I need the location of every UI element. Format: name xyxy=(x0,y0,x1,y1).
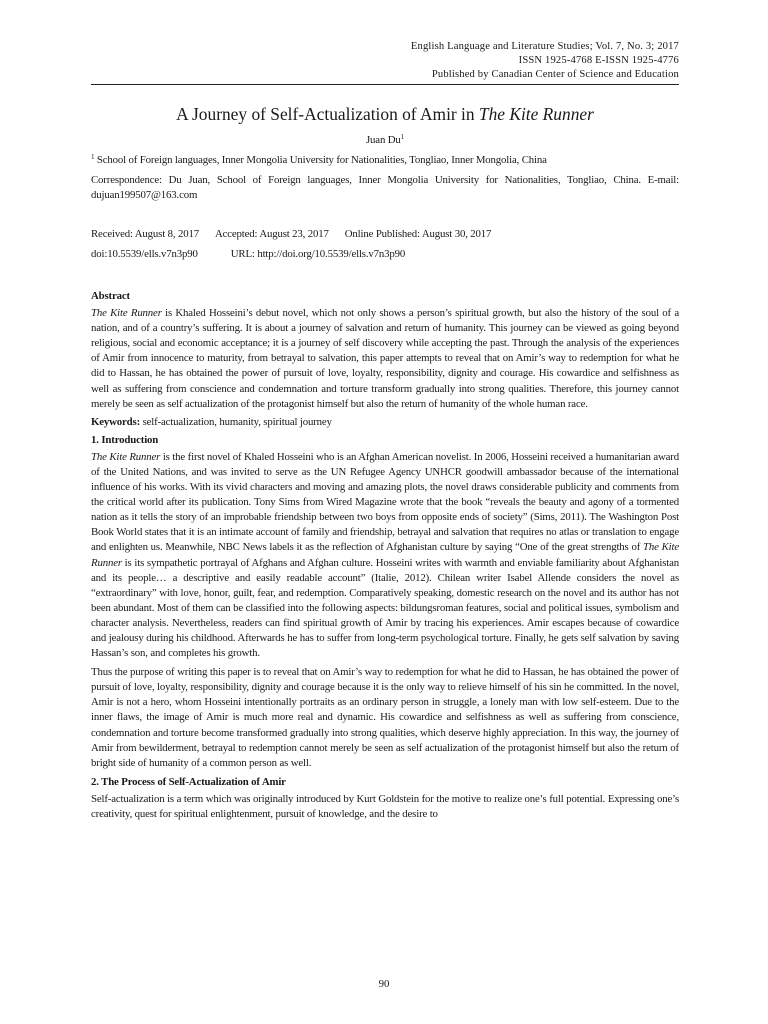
intro-text-2: is its sympathetic portrayal of Afghans and Afghan culture. Hosseini writes with warmth and enviable familiarity about Afghanistan and its people… a descriptive and easily readable account” (Italie, 2012). Chilean writer Isabel Allende considers the novel as “extraordinary” with love, honor, guilt, fear, and redemption. Comparatively speaking, domestic research on the novel and its author has not been abundant. Most of them can be classified into the following aspects: bildungsroman features, social and political issues, symbolism and character analysis. Nevertheless, readers can find spiritual growth of Amir by tracing his experiences. Amir escapes because of cowardice and jealousy during his childhood. Afterwards he has to suffer from long-term psychological torture. Finally, he gets self salvation by saving Hassan’s son, and completes his growth. xyxy=(91,556,679,660)
author-superscript: 1 xyxy=(400,133,404,142)
intro-text-1: is the first novel of Khaled Hosseini who is an Afghan American novelist. In 2006, Hosseini received a humanitarian award of the United Nations, and was invited to serve as the UN Refugee Agency UNHCR goodwill ambassador because of the international influence of his works. With its vivid characters and moving and amazing plots, the novel draws considerable publicity and comments from the critical world after its publication. Tony Sims from Wired Magazine wrote that the book “reveals the beauty and agony of a tormented nation as it tells the story of an improbable friendship between two boys from opposite ends of society” (Sims, 2011). The Washington Post Book World states that it is an intimate account of family and friendship, betrayal and salvation that requires no atlas or translation to engage and enlighten us. Meanwhile, NBC News labels it as the reflection of Afghanistan culture by saying “One of the great strengths of xyxy=(91,450,679,554)
abstract-text: is Khaled Hosseini’s debut novel, which not only shows a person’s spiritual growth, but also the history of the soul of a nation, and of a country’s suffering. It is about a journey of salvation and return of humanity. This journey can be viewed as going beyond religious, social and economic acceptance; it is a journey of self discovery while accepting the past. Through the analysis of the experiences of Amir from innocence to maturity, from betrayal to salvation, this paper attempts to reveal that on Amir’s way to redemption for what he did to Hassan, he has obtained the power of pursuit of love, loyalty, responsibility, dignity and courage. His cowardice and selfishness as well as suffering from conscience and condemnation and torture transform gradually into strong qualities. Therefore, this journey cannot merely be seen as self actualization of the protagonist himself but also the return of humanity of the whole human race. xyxy=(91,307,680,410)
abstract-italic-lead: The Kite Runner xyxy=(91,307,162,320)
keywords-label: Keywords: xyxy=(91,415,141,428)
process-paragraph-1: Self-actualization is a term which was originally introduced by Kurt Goldstein for the motive to realize one’s full potential. Expressing one’s creativity, quest for spiritual enlightenment, pursuit of knowledge, and the desire to xyxy=(91,792,679,821)
abstract-heading: Abstract xyxy=(91,289,130,302)
keywords-line xyxy=(91,415,679,430)
intro-italic-2: The Kite Runner xyxy=(91,541,679,569)
affiliation-superscript: 1 xyxy=(91,153,95,162)
accepted-date: Accepted: August 23, 2017 xyxy=(214,227,329,240)
author-name: Juan Du xyxy=(366,134,401,147)
header-rule xyxy=(91,84,679,85)
page-number: 90 xyxy=(378,978,390,990)
introduction-paragraph-1 xyxy=(91,450,679,661)
doi-text: doi:10.5539/ells.v7n3p90 xyxy=(91,247,198,260)
author-line xyxy=(91,133,679,148)
abstract-paragraph xyxy=(91,306,679,412)
issn-line: ISSN 1925-4768 E-ISSN 1925-4776 xyxy=(518,54,679,66)
section-heading-process: 2. The Process of Self-Actualization of Amir xyxy=(91,775,286,788)
keywords-text: self-actualization, humanity, spiritual journey xyxy=(140,415,332,428)
doi-line xyxy=(91,247,679,262)
received-date: Received: August 8, 2017 xyxy=(91,227,199,240)
correspondence: Correspondence: Du Juan, School of Foreign languages, Inner Mongolia University for Nationalities, Tongliao, China. E-mail: dujuan199507@163.com xyxy=(91,173,679,201)
intro-italic-1: The Kite Runner xyxy=(91,450,161,463)
section-heading-introduction: 1. Introduction xyxy=(91,433,159,446)
affiliation-text: School of Foreign languages, Inner Mongolia University for Nationalities, Tongliao, Inner Mongolia, China xyxy=(94,154,547,167)
running-header xyxy=(91,40,679,81)
article-page xyxy=(91,40,679,822)
article-title xyxy=(91,103,679,125)
published-date: Online Published: August 30, 2017 xyxy=(344,227,492,240)
journal-line: English Language and Literature Studies; Vol. 7, No. 3; 2017 xyxy=(410,41,679,52)
title-italic: The Kite Runner xyxy=(478,104,594,125)
dates-line xyxy=(91,227,679,242)
affiliation xyxy=(91,153,679,168)
publisher-line: Published by Canadian Center of Science and Education xyxy=(431,68,679,80)
doi-url[interactable]: URL: http://doi.org/10.5539/ells.v7n3p90 xyxy=(230,247,406,260)
introduction-paragraph-2: Thus the purpose of writing this paper is to reveal that on Amir’s way to redemption for what he did to Hassan, he has obtained the power of pursuit of love, loyalty, responsibility, dignity and courage because it is the only way to relieve himself of his sin he committed. In the novel, Amir is not a hero, whom Hosseini intentionally portraits as an ordinary person in struggle, a lonely man with low self-esteem. Due to the inner flaws, the image of Amir is much more real and dynamic. His cowardice and selfishness as well as suffering from conscience, condemnation and torture become transformed gradually into strong qualities, which deserve highly appreciation. In this way, the journey of Amir from bewilderment, betrayal to redemption cannot merely be seen as self actualization of the protagonist himself but also the return of bright side of humanity of a common person as well. xyxy=(91,666,679,769)
title-main: A Journey of Self-Actualization of Amir in xyxy=(176,104,479,125)
